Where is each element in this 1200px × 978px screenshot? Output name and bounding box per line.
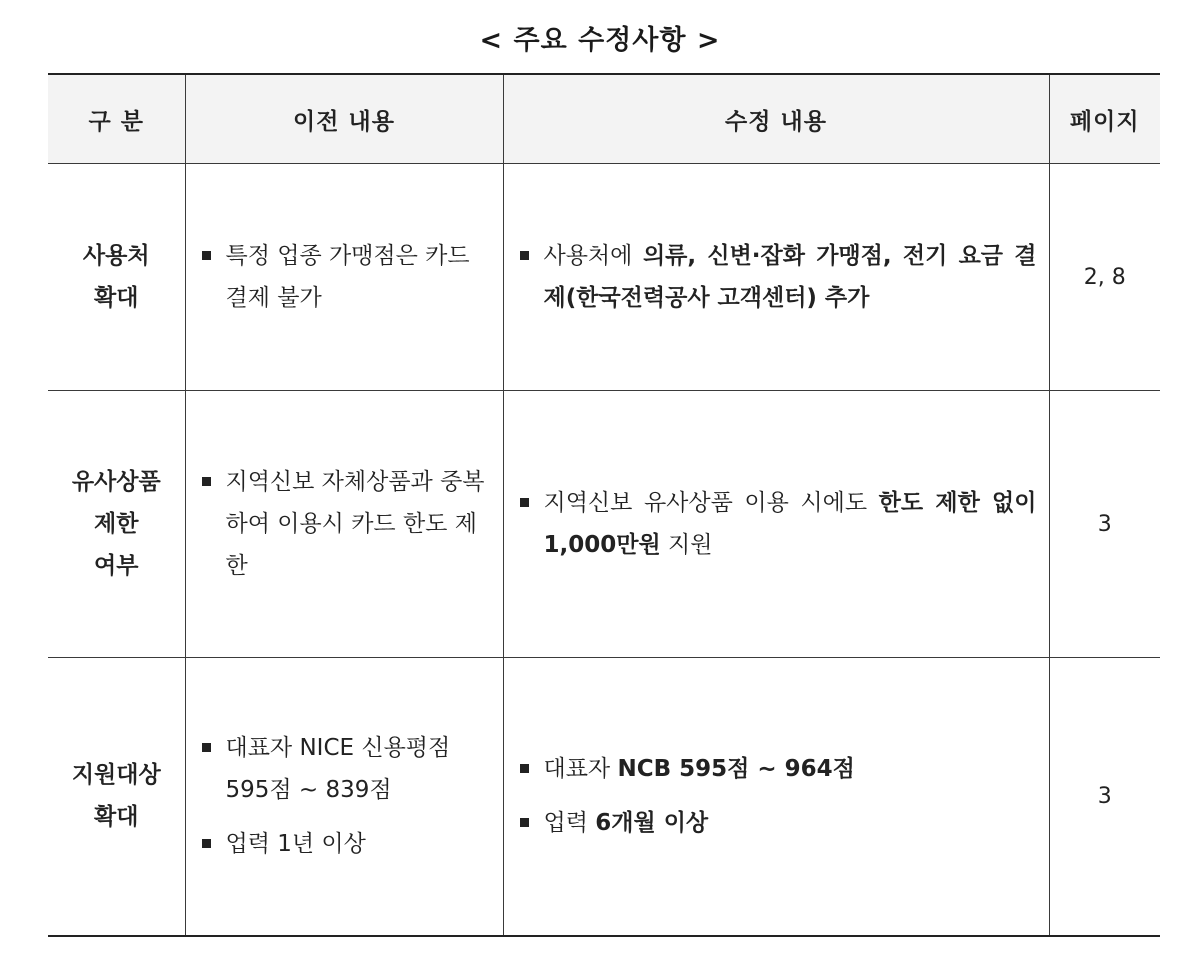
header-previous: 이전 내용: [185, 74, 503, 164]
category-line: 여부: [94, 553, 139, 579]
page-title: < 주요 수정사항 >: [479, 25, 721, 56]
category-cell: [48, 164, 185, 391]
category-cell: [48, 391, 185, 658]
category-line: 제한: [94, 511, 139, 537]
previous-item: 특정 업종 가맹점은 카드결제 불가: [200, 235, 491, 319]
revised-text-bold: 의류, 신변·잡화 가맹점, 전기 요금 결제(한국전력공사 고객센터) 추가: [543, 243, 1037, 311]
category-line: 확대: [94, 285, 139, 311]
revised-text: 사용처에: [543, 243, 643, 269]
revised-content-cell: [503, 164, 1049, 391]
table-row: [48, 164, 1160, 391]
previous-item: 지역신보 자체상품과 중복하여 이용시 카드 한도 제한: [200, 461, 491, 587]
table-row: [48, 658, 1160, 936]
revised-text: 지원: [660, 532, 713, 558]
previous-item: 대표자 NICE 신용평점 595점 ~ 839점: [200, 727, 491, 811]
previous-content-cell: [185, 658, 503, 936]
header-row: [48, 74, 1160, 164]
revised-text-bold: NCB 595점 ~ 964점: [617, 756, 855, 783]
previous-content-cell: [185, 164, 503, 391]
revised-text: 업력: [543, 810, 596, 837]
revised-text: 대표자: [543, 756, 618, 783]
revised-content-cell: [503, 391, 1049, 658]
previous-item: 업력 1년 이상: [200, 823, 491, 865]
header-page: 페이지: [1049, 74, 1160, 164]
page-number-cell: 2, 8: [1049, 164, 1160, 391]
revised-item: [518, 482, 1037, 566]
revised-item: [518, 802, 1037, 844]
page-number-cell: 3: [1049, 391, 1160, 658]
revised-content-cell: [503, 658, 1049, 936]
page-number-cell: 3: [1049, 658, 1160, 936]
revised-item: [518, 748, 1037, 790]
header-category: 구 분: [48, 74, 185, 164]
category-cell: [48, 658, 185, 936]
header-revised: 수정 내용: [503, 74, 1049, 164]
category-line: 유사상품: [71, 469, 161, 495]
previous-content-cell: [185, 391, 503, 658]
category-line: 사용처: [82, 243, 150, 269]
category-line: 확대: [94, 804, 139, 831]
revised-text-bold: 6개월 이상: [595, 810, 709, 837]
revision-table: [48, 73, 1160, 937]
category-line: 지원대상: [71, 762, 161, 789]
table-row: [48, 391, 1160, 658]
revised-text-bold: 한도 제한 없이 1,000만원: [543, 490, 1037, 558]
revised-text: 지역신보 유사상품 이용 시에도: [543, 490, 879, 516]
revised-item: [518, 235, 1037, 319]
